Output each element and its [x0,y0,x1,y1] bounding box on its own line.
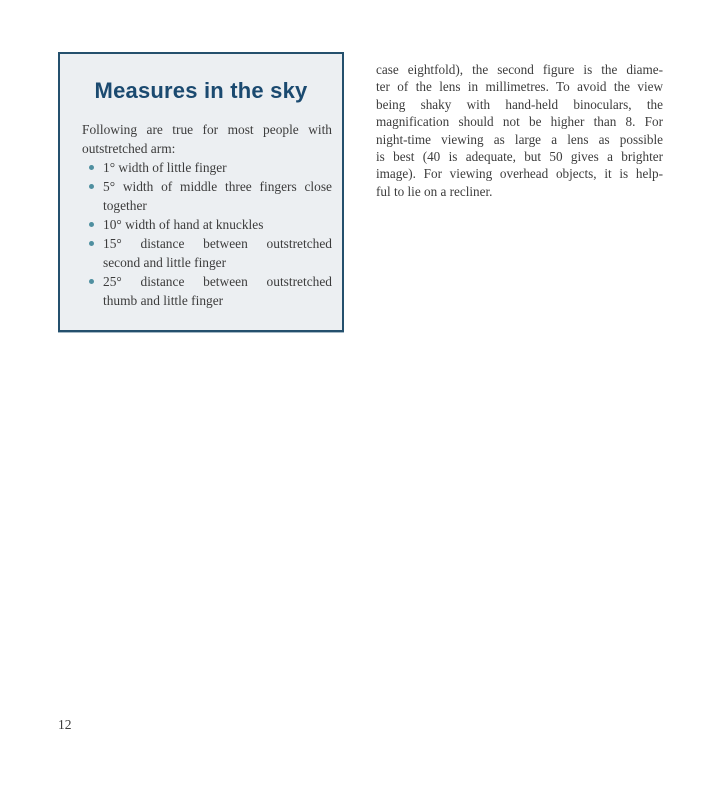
list-item-line: second and little finger [103,255,227,270]
page-number: 12 [58,717,72,732]
measures-list [82,158,332,310]
list-item [82,215,332,234]
list-item-line: 15° distance between outstretched [103,236,332,251]
intro-line: Following are true for most people with [82,122,332,137]
body-text-line: ful to lie on a recliner. [376,183,493,199]
bullet-icon [89,165,94,170]
body-text-line: case eightfold), the second figure is the diame- [376,62,663,77]
intro-line: outstretched arm: [82,141,176,156]
list-item-line: 10° width of hand at knuckles [103,217,264,232]
list-item [82,234,332,272]
body-text-line: night-time viewing as large a lens as possible [376,131,663,147]
list-item [82,177,332,215]
body-text-line: magnification should not be higher than 8. For [376,114,663,130]
list-item-line: thumb and little finger [103,293,224,308]
body-text-line: ter of the lens in millimetres. To avoid the view [376,79,663,95]
list-item-line: 5° width of middle three fingers close [103,179,332,194]
list-item-line: together [103,198,147,213]
list-item-line: 25° distance between outstretched [103,274,332,289]
bullet-icon [89,222,94,227]
list-item [82,272,332,310]
bullet-icon [89,241,94,246]
callout-title: Measures in the sky [94,78,308,103]
list-item-line: 1° width of little finger [103,160,227,175]
callout-intro [82,120,332,158]
body-text-line: is best (40 is adequate, but 50 gives a brighter [376,149,663,165]
bullet-icon [89,184,94,189]
body-text-column [376,61,663,200]
list-item [82,158,332,177]
measures-callout [58,52,344,332]
body-text-line: image). For viewing overhead objects, it is help- [376,166,663,182]
body-text-line: being shaky with hand-held binoculars, the [376,96,663,112]
bullet-icon [89,279,94,284]
